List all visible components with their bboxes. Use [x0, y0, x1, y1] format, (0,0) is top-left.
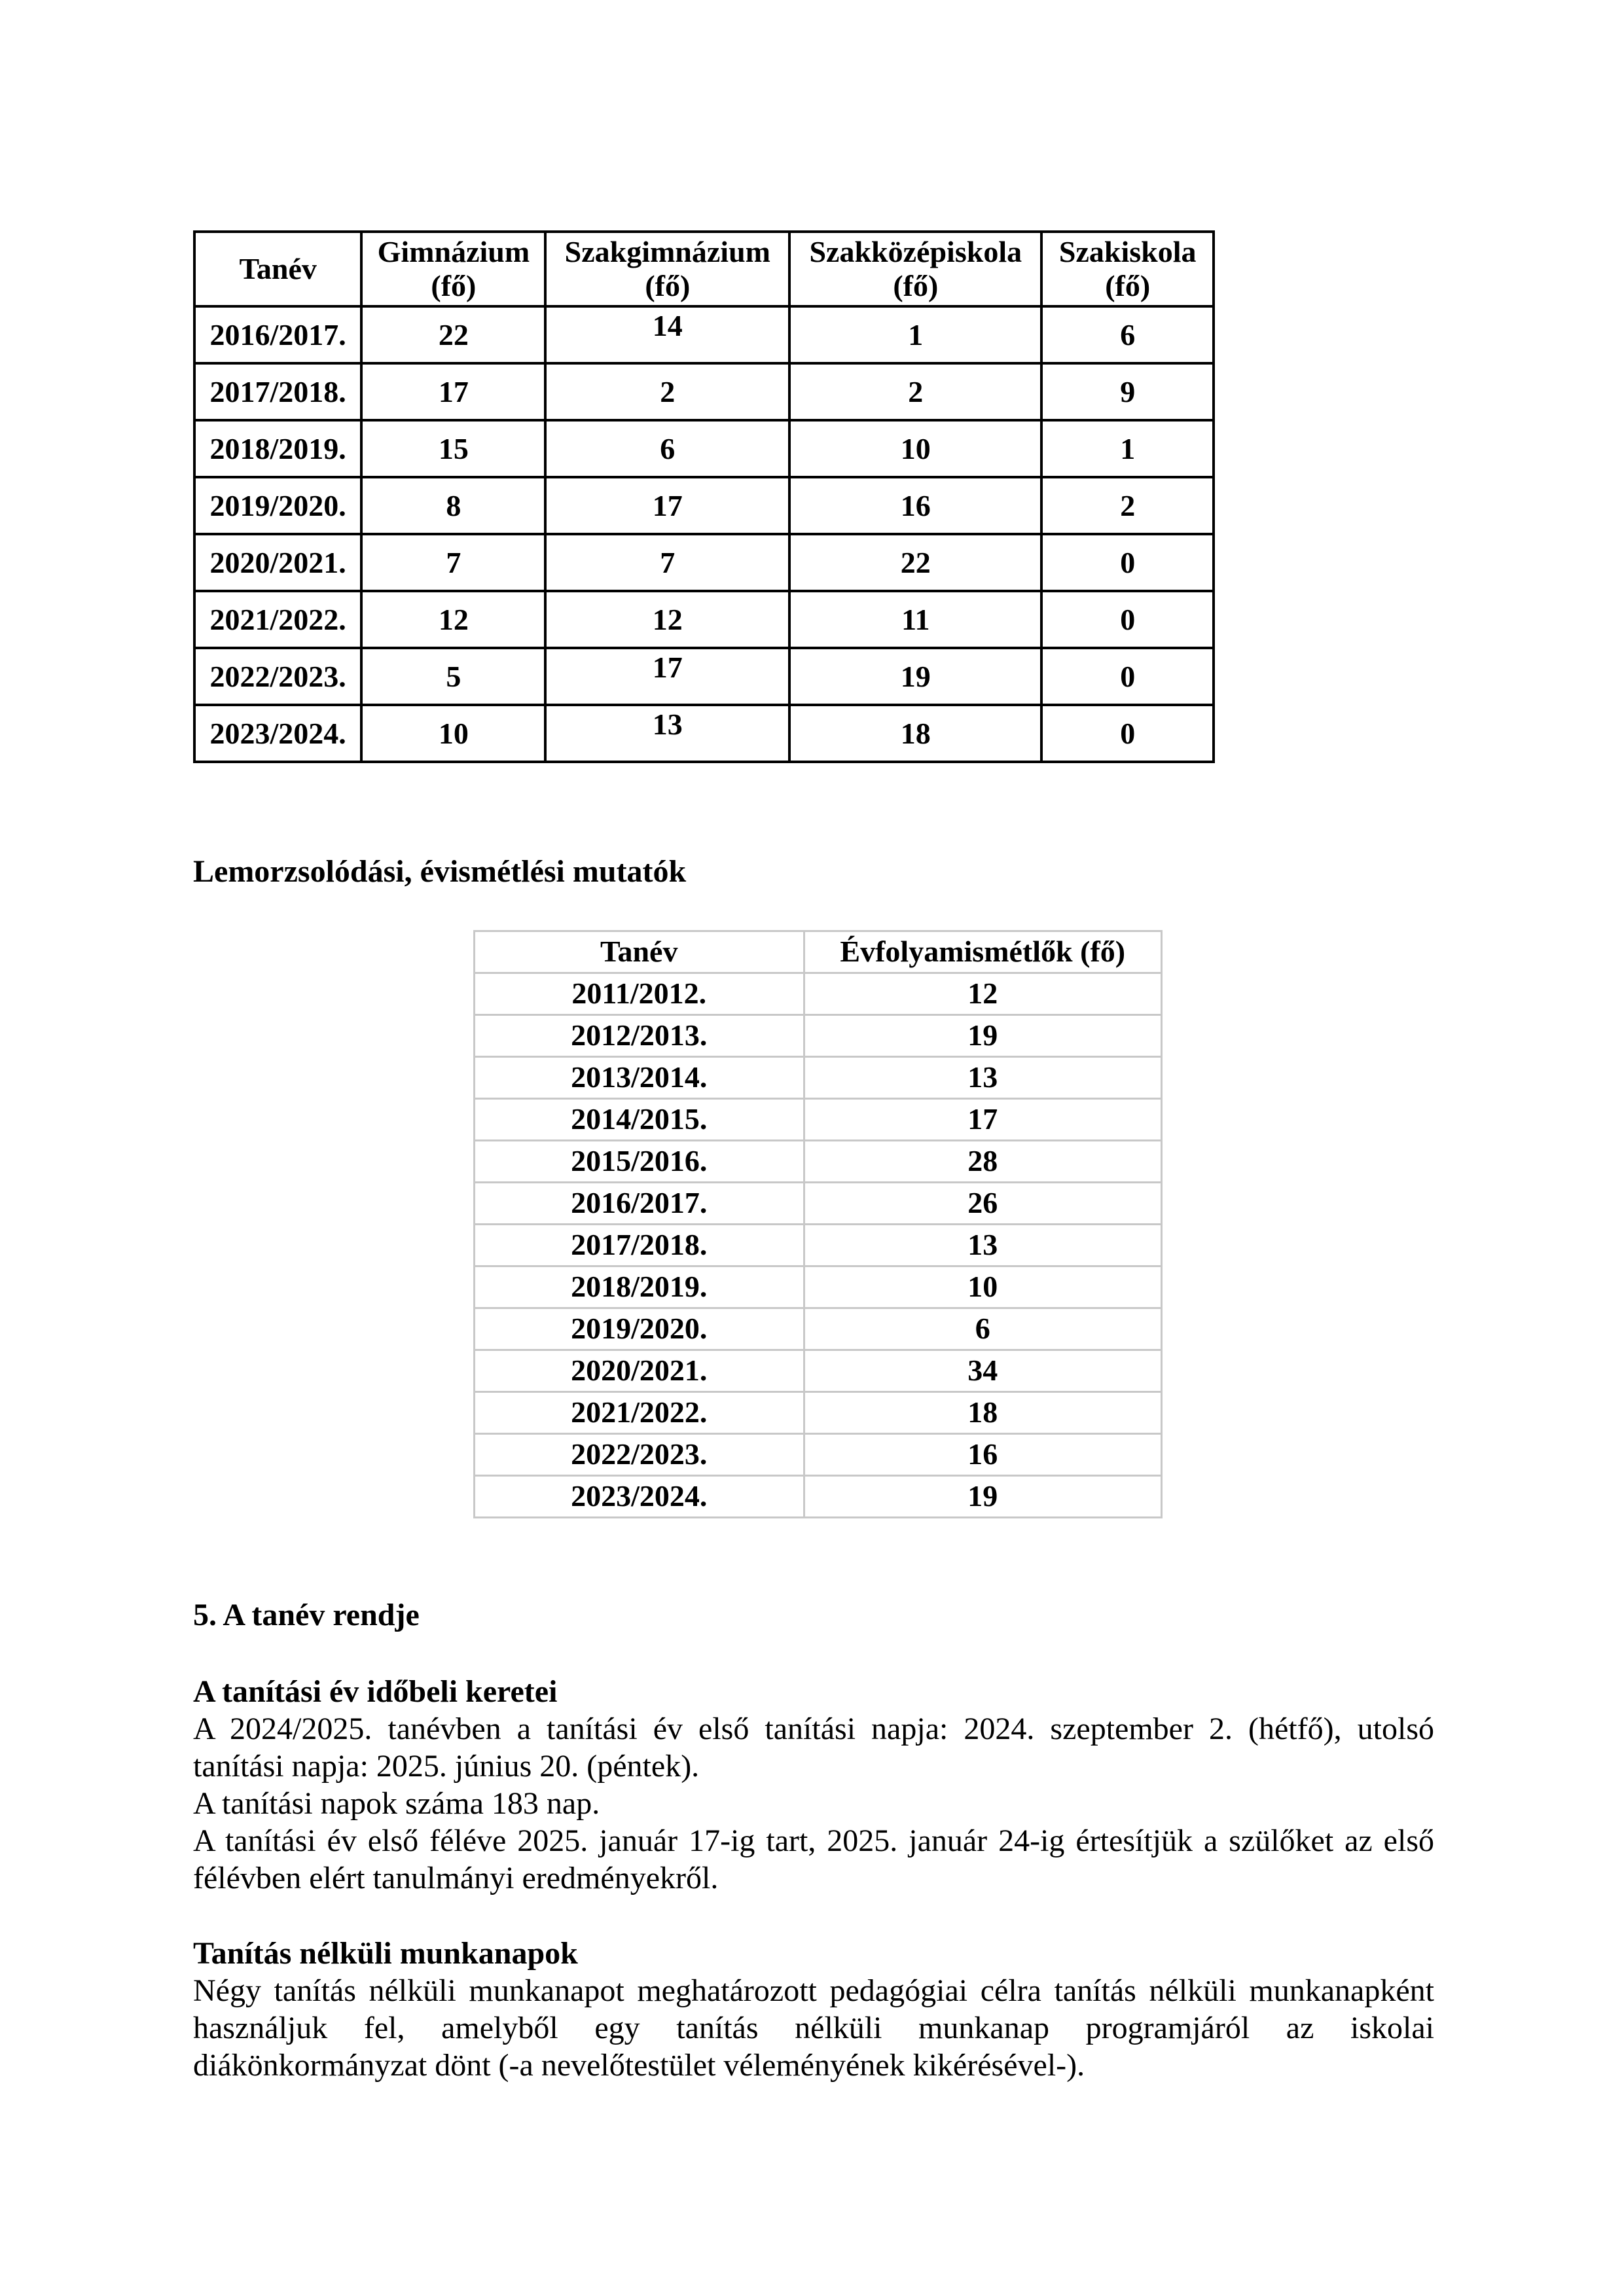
cell-text: 0 [1120, 602, 1136, 636]
cell-tanev: 2015/2016. [475, 1141, 804, 1183]
cell-value: 34 [804, 1350, 1161, 1392]
table-row [194, 534, 1214, 591]
table-row [194, 705, 1214, 762]
cell-text: 2 [908, 374, 924, 408]
table-row [194, 420, 1214, 477]
cell-value: 17 [804, 1099, 1161, 1141]
cell-text: 8 [446, 488, 461, 522]
cell-text: 11 [901, 602, 930, 636]
cell-text: 2020/2021. [209, 545, 346, 579]
cell-tanev [194, 306, 361, 363]
cell-text: 2018/2019. [209, 431, 346, 465]
enrollment-table [193, 230, 1215, 763]
cell-tanev [194, 591, 361, 648]
table-row [194, 306, 1214, 363]
paragraph-line: A 2024/2025. tanévben a tanítási év első tanítási napja: 2024. szeptember 2. (hétfő), utolsó [193, 1712, 1434, 1746]
cell-value: 19 [804, 1476, 1161, 1518]
table-row [475, 1015, 1162, 1057]
cell-value [1041, 477, 1214, 534]
cell-value [1041, 306, 1214, 363]
cell-value [789, 534, 1041, 591]
workdays-heading: Tanítás nélküli munkanapok [193, 1936, 578, 1971]
table-row [475, 1266, 1162, 1308]
framework-heading: A tanítási év időbeli keretei [193, 1674, 558, 1709]
cell-value [545, 705, 789, 762]
cell-value: 10 [804, 1266, 1161, 1308]
cell-value [789, 306, 1041, 363]
cell-value [789, 477, 1041, 534]
paragraph-line: A tanítási napok száma 183 nap. [193, 1786, 600, 1821]
cell-tanev: 2013/2014. [475, 1057, 804, 1099]
cell-tanev: 2023/2024. [475, 1476, 804, 1518]
cell-tanev [194, 705, 361, 762]
cell-value: 12 [804, 973, 1161, 1015]
cell-tanev [194, 477, 361, 534]
header-tanev: Tanév [194, 232, 361, 306]
section-5 [193, 1596, 1434, 1634]
cell-tanev [194, 648, 361, 705]
cell-text: 16 [900, 488, 931, 522]
dropout-heading: Lemorzsolódási, évismétlési mutatók [193, 854, 687, 889]
table-row [475, 1183, 1162, 1225]
cell-text: 2016/2017. [209, 317, 346, 351]
table-row [475, 1392, 1162, 1434]
cell-text: 2021/2022. [209, 602, 346, 636]
cell-value [545, 477, 789, 534]
cell-value [789, 705, 1041, 762]
cell-text: 2017/2018. [209, 374, 346, 408]
cell-value [545, 534, 789, 591]
table-row [194, 648, 1214, 705]
cell-text: 0 [1120, 659, 1136, 693]
cell-value [1041, 705, 1214, 762]
cell-value [361, 591, 545, 648]
cell-text: 2023/2024. [209, 716, 346, 750]
cell-text: 2 [1120, 488, 1136, 522]
cell-text: 2 [660, 374, 676, 408]
header-szakgimnazium: Szakgimnázium (fő) [545, 232, 789, 306]
cell-value: 13 [804, 1225, 1161, 1266]
cell-tanev: 2018/2019. [475, 1266, 804, 1308]
cell-text: 0 [1120, 545, 1136, 579]
cell-tanev: 2019/2020. [475, 1308, 804, 1350]
table-row [475, 1434, 1162, 1476]
cell-text: 14 [652, 308, 683, 342]
table-header-row [475, 931, 1162, 973]
table-row [475, 1350, 1162, 1392]
framework-section [193, 1673, 1434, 1897]
cell-tanev [194, 534, 361, 591]
cell-tanev: 2012/2013. [475, 1015, 804, 1057]
paragraph-line: tanítási napja: 2025. június 20. (péntek). [193, 1749, 700, 1784]
cell-text: 15 [438, 431, 469, 465]
cell-text: 1 [1120, 431, 1136, 465]
table-row [194, 591, 1214, 648]
cell-text: 10 [438, 716, 469, 750]
cell-value: 19 [804, 1015, 1161, 1057]
cell-text: 6 [1120, 317, 1136, 351]
cell-value [361, 420, 545, 477]
table-row [475, 1225, 1162, 1266]
cell-value: 26 [804, 1183, 1161, 1225]
cell-tanev: 2022/2023. [475, 1434, 804, 1476]
paragraph-line: használjuk fel, amelyből egy tanítás nélküli munkanap programjáról az iskolai [193, 2011, 1434, 2045]
paragraph-line: félévben elért tanulmányi eredményekről. [193, 1861, 719, 1895]
cell-text: 5 [446, 659, 461, 693]
section-title: 5. A tanév rendje [193, 1598, 420, 1632]
cell-text: 12 [438, 602, 469, 636]
cell-text: 19 [900, 659, 931, 693]
cell-tanev: 2021/2022. [475, 1392, 804, 1434]
cell-text: 2019/2020. [209, 488, 346, 522]
cell-text: 22 [900, 545, 931, 579]
paragraph-line: Négy tanítás nélküli munkanapot meghatározott pedagógiai célra tanítás nélküli munkanapként [193, 1973, 1434, 2008]
cell-text: 2022/2023. [209, 659, 346, 693]
cell-value: 28 [804, 1141, 1161, 1183]
cell-value [545, 420, 789, 477]
workdays-section [193, 1935, 1434, 2084]
cell-value [545, 591, 789, 648]
cell-text: 0 [1120, 716, 1136, 750]
cell-text: 9 [1120, 374, 1136, 408]
cell-value [1041, 591, 1214, 648]
cell-text: 12 [652, 602, 683, 636]
cell-text: 13 [652, 707, 683, 741]
cell-value [789, 420, 1041, 477]
cell-value [1041, 363, 1214, 420]
cell-text: 22 [438, 317, 469, 351]
cell-value: 18 [804, 1392, 1161, 1434]
cell-value [361, 705, 545, 762]
cell-value [545, 363, 789, 420]
cell-tanev: 2014/2015. [475, 1099, 804, 1141]
repeaters-table [473, 930, 1163, 1518]
cell-tanev [194, 363, 361, 420]
cell-value: 16 [804, 1434, 1161, 1476]
cell-text: 1 [908, 317, 924, 351]
table-row [475, 1141, 1162, 1183]
cell-value [361, 363, 545, 420]
cell-value [361, 648, 545, 705]
cell-text: 7 [446, 545, 461, 579]
cell-value [361, 306, 545, 363]
table-header-row [194, 232, 1214, 306]
table-row [475, 1099, 1162, 1141]
table-row [475, 1308, 1162, 1350]
cell-text: 17 [438, 374, 469, 408]
paragraph-line: diákönkormányzat dönt (-a nevelőtestület véleményének kikérésével-). [193, 2048, 1085, 2083]
cell-tanev: 2017/2018. [475, 1225, 804, 1266]
table-row [475, 973, 1162, 1015]
cell-value [789, 648, 1041, 705]
table-row [475, 1476, 1162, 1518]
cell-tanev: 2011/2012. [475, 973, 804, 1015]
cell-value: 6 [804, 1308, 1161, 1350]
cell-text: 18 [900, 716, 931, 750]
header-evfolyamismetlok: Évfolyamismétlők (fő) [804, 931, 1161, 973]
cell-value [1041, 648, 1214, 705]
cell-tanev [194, 420, 361, 477]
cell-tanev: 2016/2017. [475, 1183, 804, 1225]
table-row [194, 363, 1214, 420]
header-szakkozepiskola: Szakközépiskola (fő) [789, 232, 1041, 306]
header-gimnazium: Gimnázium (fő) [361, 232, 545, 306]
table-row [475, 1057, 1162, 1099]
cell-value [789, 363, 1041, 420]
cell-value [361, 477, 545, 534]
cell-value [1041, 420, 1214, 477]
header-tanev: Tanév [475, 931, 804, 973]
table-row [194, 477, 1214, 534]
cell-text: 7 [660, 545, 676, 579]
cell-value [361, 534, 545, 591]
cell-value: 13 [804, 1057, 1161, 1099]
cell-value [789, 591, 1041, 648]
cell-text: 6 [660, 431, 676, 465]
cell-value [545, 648, 789, 705]
cell-text: 17 [652, 488, 683, 522]
cell-tanev: 2020/2021. [475, 1350, 804, 1392]
header-szakiskola: Szakiskola (fő) [1041, 232, 1214, 306]
cell-text: 10 [900, 431, 931, 465]
cell-value [1041, 534, 1214, 591]
cell-text: 17 [652, 650, 683, 684]
cell-value [545, 306, 789, 363]
paragraph-line: A tanítási év első féléve 2025. január 17-ig tart, 2025. január 24-ig értesítjük a szülőket az első [193, 1823, 1434, 1858]
